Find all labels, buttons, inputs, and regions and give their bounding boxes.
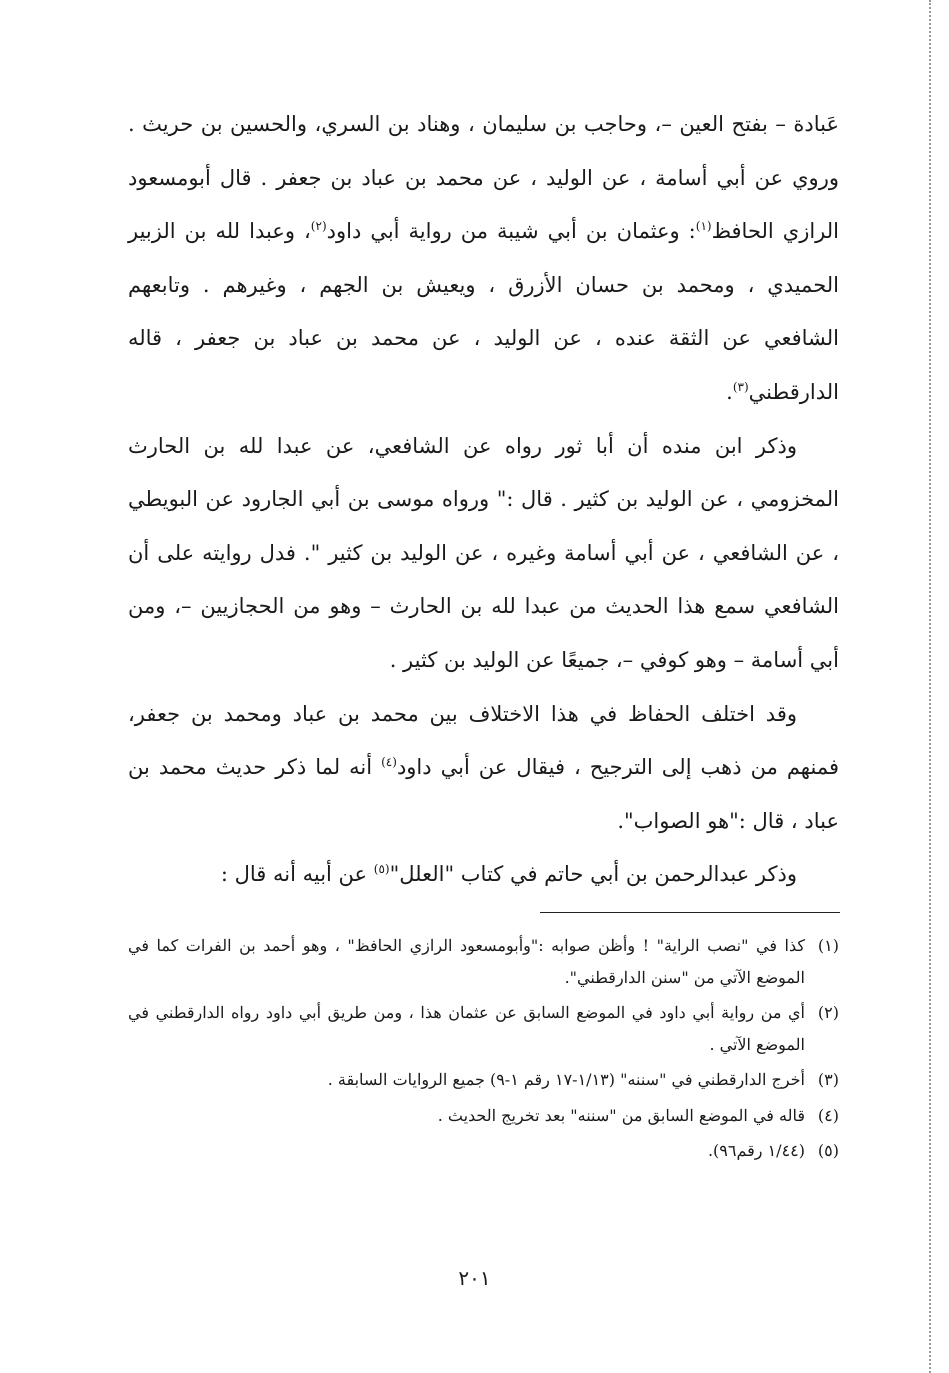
footnote-ref-5[interactable]: (٥)	[373, 862, 390, 877]
footnote-2-text: أي من رواية أبي داود في الموضع السابق عن عثمان هذا ، ومن طريق أبي داود رواه الدارقطني في الموضع الآتي .	[128, 1003, 805, 1054]
paragraph-1-cont-b: ، وعبدا لله بن الزبير الحميدي ، ومحمد بن حسان الأزرق ، ويعيش بن الجهم ، وغيرهم . وتابعهم الشافعي عن الثقة عنده ، عن الوليد ، عن محمد بن عباد بن	[128, 219, 839, 351]
paragraph-2-end: .	[726, 379, 733, 404]
footnotes-section	[128, 930, 839, 1171]
footnote-1-text: كذا في "نصب الراية" ! وأظن صوابه :"وأبومسعود الرازي الحافظ" ، وهو أحمد بن الفرات كما في الموضع الآتي من "سنن الدارقطني".	[128, 936, 805, 987]
footnote-1	[128, 930, 839, 993]
paragraph-2-text: جعفر ، قاله الدارقطني	[128, 326, 839, 404]
footnote-ref-2[interactable]: (٢)	[310, 219, 327, 234]
footnote-4-text: قاله في الموضع السابق من "سننه" بعد تخريج الحديث .	[437, 1105, 805, 1125]
paragraph-1-text: عَبادة – بفتح العين –، وحاجب بن سليمان ، وهناد بن السري، والحسين بن حريث . وروي عن أبي أسامة ، عن الوليد ، عن محمد بن عباد بن جعفر . قال أبومسعود الرازي الحافظ	[128, 112, 839, 244]
footnote-3	[128, 1064, 839, 1096]
footnote-ref-3[interactable]: (٣)	[732, 379, 749, 394]
page-number: ٢٠١	[458, 1266, 491, 1290]
footnote-1-number: (١)	[817, 936, 839, 955]
paragraph-5-text: وذكر عبدالرحمن بن أبي حاتم في كتاب "العلل"	[389, 862, 797, 887]
footnote-5-text: (١/٤٤ رقم٩٦).	[707, 1141, 805, 1160]
paragraph-3	[128, 420, 839, 688]
paragraph-4	[128, 688, 839, 849]
footnote-5	[128, 1135, 839, 1167]
paragraph-3-text: وذكر ابن منده أن أبا ثور رواه عن الشافعي، عن عبدا لله بن الحارث المخزومي ، عن الوليد بن كثير . قال :" ورواه موسى بن أبي الجارود عن البويطي ، عن الشافعي ، عن أبي أسامة وغيره ، عن الوليد بن كثير ". فدل روايته على أن الشافعي سمع هذا الحديث من عبدا لله بن الحارث – وهو من الحجازيين –، ومن أبي أسامة – وهو كوفي –، جميعًا عن الوليد بن كثير .	[128, 433, 839, 672]
footnote-2-number: (٢)	[817, 1003, 839, 1022]
paragraph-4-text: وقد اختلف الحفاظ في هذا الاختلاف بين محمد بن عباد ومحمد بن جعفر، فمنهم من ذهب إلى الترجيح ، فيقال عن أبي داود	[128, 701, 839, 780]
footnote-4-number: (٤)	[817, 1105, 839, 1125]
footnote-ref-1[interactable]: (١)	[695, 219, 712, 234]
paragraph-4-cont: أنه لما ذكر حديث محمد بن عباد ، قال :"هو الصواب".	[128, 755, 839, 833]
paragraph-1-cont-a: : وعثمان بن أبي شيبة من رواية أبي داود	[326, 219, 696, 244]
page-edge-dots	[929, 0, 931, 1373]
footnote-ref-4[interactable]: (٤)	[381, 755, 397, 770]
footnote-3-text: أخرج الدارقطني في "سننه" (١/١٣-١٧ رقم ١-٩) جميع الروايات السابقة .	[327, 1070, 805, 1089]
paragraph-5	[128, 848, 839, 902]
paragraph-5-cont: عن أبيه أنه قال :	[220, 862, 374, 887]
paragraph-1	[128, 98, 839, 420]
footnote-3-number: (٣)	[817, 1070, 839, 1089]
main-text-body	[128, 98, 839, 902]
footnote-separator	[540, 912, 840, 913]
footnote-4	[128, 1100, 839, 1132]
footnote-5-number: (٥)	[817, 1141, 839, 1160]
footnote-2	[128, 997, 839, 1060]
